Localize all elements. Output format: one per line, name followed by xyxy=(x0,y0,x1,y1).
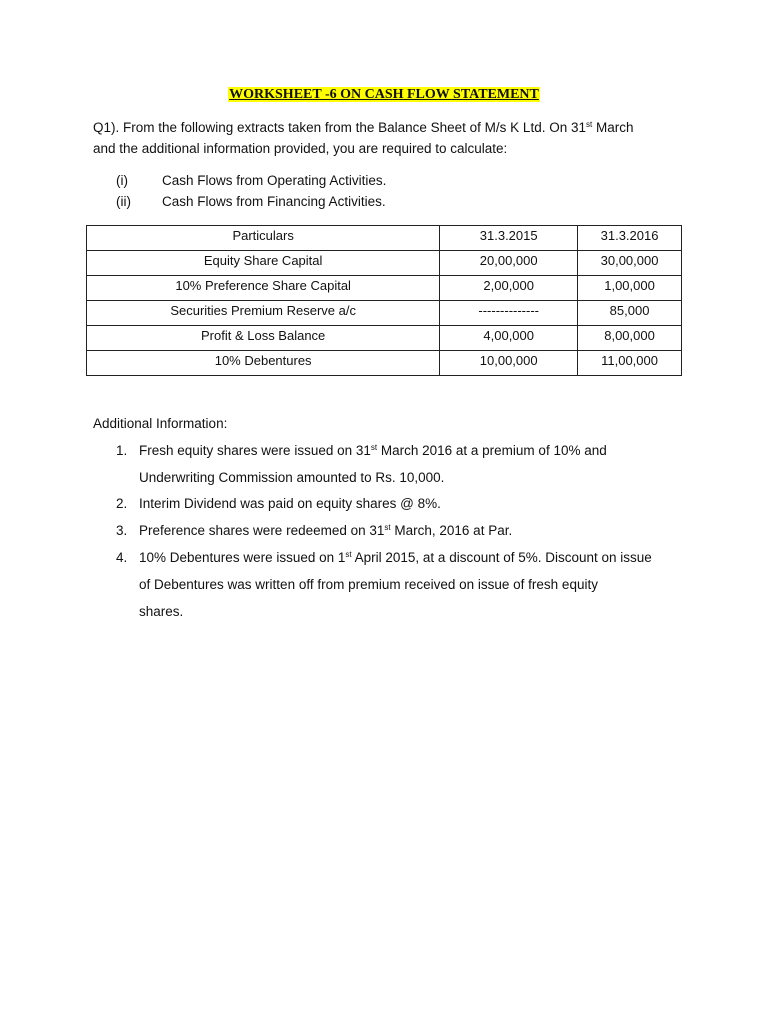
table-row xyxy=(87,326,682,351)
additional-item-1-line-2: Underwriting Commission amounted to Rs. 10,000. xyxy=(139,470,445,485)
additional-item-1-line-1: Fresh equity shares were issued on 31st March 2016 at a premium of 10% and xyxy=(139,443,607,458)
row-label: Profit & Loss Balance xyxy=(87,326,440,351)
table-row xyxy=(87,251,682,276)
header-2016: 31.3.2016 xyxy=(578,226,682,251)
row-value-2016: 8,00,000 xyxy=(578,326,682,351)
additional-item-4-line-2: of Debentures was written off from premium received on issue of fresh equity xyxy=(139,577,598,592)
row-value-2016: 85,000 xyxy=(578,301,682,326)
table-row xyxy=(87,351,682,376)
sub-item-financing: (ii) Cash Flows from Financing Activities. xyxy=(116,194,386,209)
row-label: Securities Premium Reserve a/c xyxy=(87,301,440,326)
table-row xyxy=(87,301,682,326)
row-value-2015: 2,00,000 xyxy=(440,276,578,301)
row-value-2016: 1,00,000 xyxy=(578,276,682,301)
row-value-2016: 11,00,000 xyxy=(578,351,682,376)
question-line-2: and the additional information provided, you are required to calculate: xyxy=(93,141,508,156)
balance-sheet-table xyxy=(86,225,682,376)
row-value-2015: 20,00,000 xyxy=(440,251,578,276)
row-label: 10% Debentures xyxy=(87,351,440,376)
worksheet-title: WORKSHEET -6 ON CASH FLOW STATEMENT xyxy=(229,87,539,102)
row-value-2015: 10,00,000 xyxy=(440,351,578,376)
row-value-2016: 30,00,000 xyxy=(578,251,682,276)
row-label: 10% Preference Share Capital xyxy=(87,276,440,301)
additional-item-3-line-1: Preference shares were redeemed on 31st March, 2016 at Par. xyxy=(139,523,513,538)
row-label: Equity Share Capital xyxy=(87,251,440,276)
sub-item-operating: (i) Cash Flows from Operating Activities. xyxy=(116,173,387,188)
additional-info-heading: Additional Information: xyxy=(93,416,228,431)
additional-item-4-line-1: 10% Debentures were issued on 1st April 2015, at a discount of 5%. Discount on issue xyxy=(139,550,652,565)
additional-item-number: 3. xyxy=(116,523,128,538)
table-header-row xyxy=(87,226,682,251)
additional-item-2-line-1: Interim Dividend was paid on equity shares @ 8%. xyxy=(139,496,441,511)
header-2015: 31.3.2015 xyxy=(440,226,578,251)
table-row xyxy=(87,276,682,301)
additional-item-number: 2. xyxy=(116,496,128,511)
row-value-2015: -------------- xyxy=(440,301,578,326)
additional-item-number: 1. xyxy=(116,443,128,458)
question-line-1: Q1). From the following extracts taken from the Balance Sheet of M/s K Ltd. On 31st March xyxy=(93,120,634,135)
additional-item-number: 4. xyxy=(116,550,128,565)
row-value-2015: 4,00,000 xyxy=(440,326,578,351)
additional-item-4-line-3: shares. xyxy=(139,604,184,619)
header-particulars: Particulars xyxy=(87,226,440,251)
